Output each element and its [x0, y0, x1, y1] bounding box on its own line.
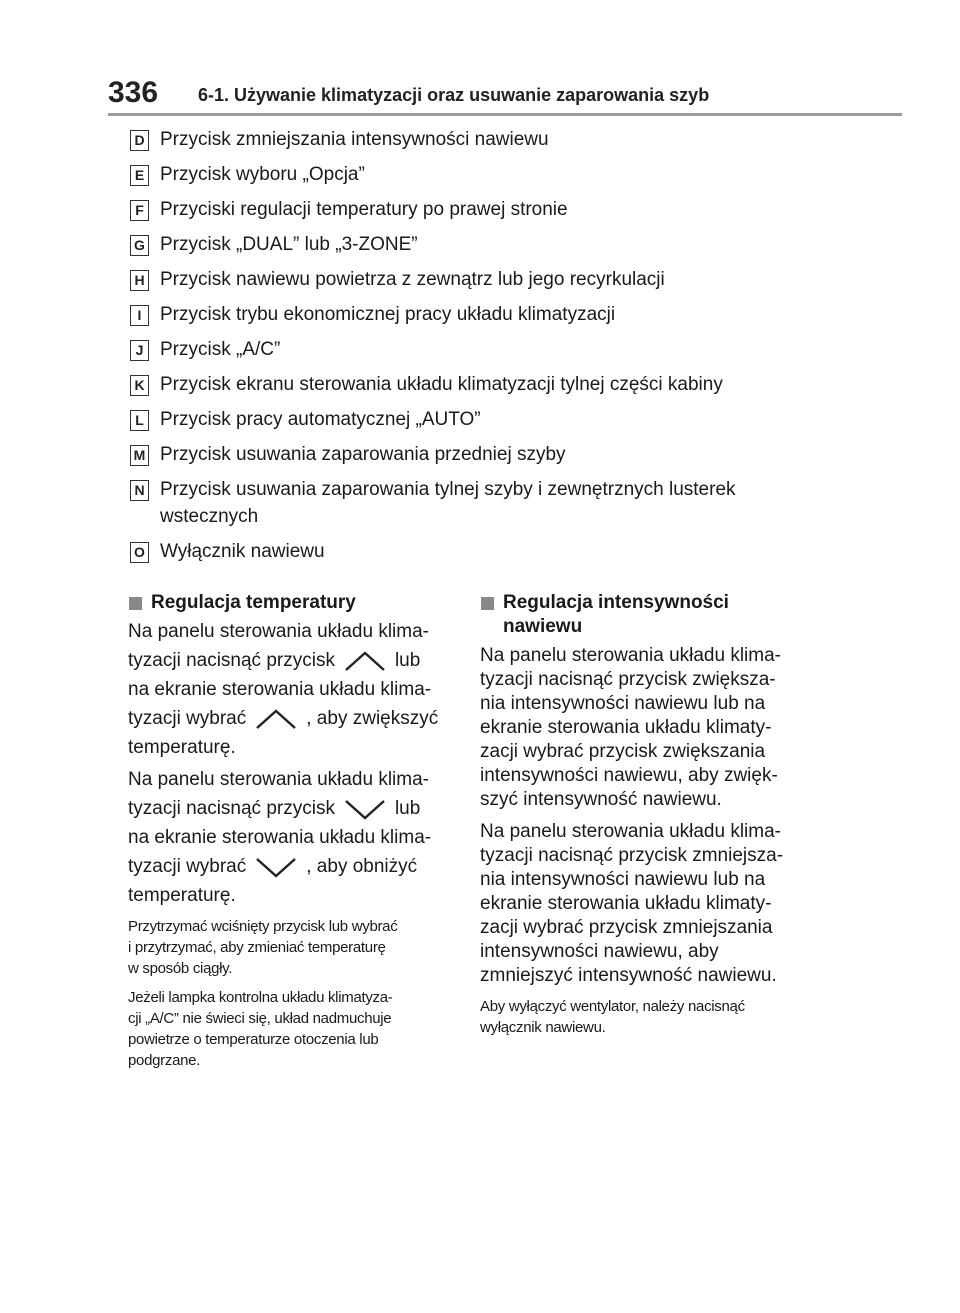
page-number: 336: [108, 76, 159, 109]
list-item: [128, 161, 908, 188]
fan-speed-heading: Regulacja intensywności nawiewu: [480, 591, 810, 639]
item-label: Przycisk usuwania zaparowania tylnej szyby i zewnętrznych lusterek: [160, 479, 736, 500]
item-letter-badge: I: [130, 305, 149, 326]
list-item: [128, 476, 908, 530]
item-label: Przycisk ekranu sterowania układu klimatyzacji tylnej części kabiny: [160, 374, 723, 395]
list-item: [128, 196, 908, 223]
item-letter-badge: E: [130, 165, 149, 186]
chevron-up-icon: [343, 649, 387, 673]
list-item: [128, 371, 908, 398]
item-label: Przycisk pracy automatycznej „AUTO”: [160, 409, 481, 430]
list-item: [128, 266, 908, 293]
chevron-down-icon: [254, 855, 298, 879]
item-label: Wyłącznik nawiewu: [160, 541, 325, 562]
item-label: Przycisk zmniejszania intensywności nawiewu: [160, 129, 549, 150]
list-item: [128, 441, 908, 468]
item-letter-badge: J: [130, 340, 149, 361]
item-label: Przycisk nawiewu powietrza z zewnątrz lub jego recyrkulacji: [160, 269, 665, 290]
item-label: Przycisk „DUAL” lub „3-ZONE”: [160, 234, 418, 255]
section-title: 6-1. Używanie klimatyzacji oraz usuwanie zaparowania szyb: [198, 85, 710, 105]
list-item: [128, 126, 908, 153]
hold-note: Przytrzymać wciśnięty przycisk lub wybrać i przytrzymać, aby zmieniać temperaturę w sposób ciągły.: [128, 918, 398, 977]
ac-indicator-note: Jeżeli lampka kontrolna układu klimatyza- cji „A/C” nie świeci się, układ nadmuchuje powietrze o temperaturze otoczenia lub podgrzane.: [128, 989, 393, 1069]
component-list: [128, 126, 908, 573]
list-item: [128, 231, 908, 258]
item-label: Przycisk trybu ekonomicznej pracy układu klimatyzacji: [160, 304, 616, 325]
page-header: [108, 76, 902, 116]
item-label: Przycisk „A/C”: [160, 339, 281, 360]
item-label: Przyciski regulacji temperatury po prawej stronie: [160, 199, 568, 220]
list-item: [128, 406, 908, 433]
item-letter-badge: F: [130, 200, 149, 221]
square-bullet-icon: [129, 597, 142, 610]
item-letter-badge: N: [130, 480, 149, 501]
list-item: [128, 301, 908, 328]
item-letter-badge: D: [130, 130, 149, 151]
item-label: Przycisk usuwania zaparowania przedniej szyby: [160, 444, 566, 465]
item-letter-badge: O: [130, 542, 149, 563]
item-label: Przycisk wyboru „Opcja”: [160, 164, 365, 185]
item-letter-badge: L: [130, 410, 149, 431]
chevron-down-icon: [343, 797, 387, 821]
item-letter-badge: M: [130, 445, 149, 466]
temperature-heading: Regulacja temperatury: [128, 591, 458, 615]
item-label: wstecznych: [160, 506, 259, 527]
item-letter-badge: H: [130, 270, 149, 291]
header-divider: [108, 113, 902, 116]
fan-off-note: Aby wyłączyć wentylator, należy nacisnąć wyłącznik nawiewu.: [480, 998, 745, 1036]
item-letter-badge: K: [130, 375, 149, 396]
temperature-decrease-paragraph: Na panelu sterowania układu klima- tyzacji nacisnąć przycisk lub na ekranie sterowania układu klima- tyzacji wybrać , aby obniżyć temperaturę.: [128, 769, 432, 906]
fan-speed-section: [480, 591, 810, 1046]
chevron-up-icon: [254, 707, 298, 731]
list-item: [128, 336, 908, 363]
list-item: [128, 538, 908, 565]
temperature-section: [128, 591, 458, 1079]
fan-decrease-paragraph: Na panelu sterowania układu klima- tyzacji nacisnąć przycisk zmniejsza- nia intensywności nawiewu lub na ekranie sterowania układu klimaty- zacji wybrać przycisk zmniejszania intensywności nawiewu, aby zmniejszyć intensywność nawiewu.: [480, 821, 784, 986]
fan-increase-paragraph: Na panelu sterowania układu klima- tyzacji nacisnąć przycisk zwiększa- nia intensywności nawiewu lub na ekranie sterowania układu klimaty- zacji wybrać przycisk zwiększania intensywności nawiewu, aby zwięk- szyć intensywność nawiewu.: [480, 645, 781, 810]
square-bullet-icon: [481, 597, 494, 610]
item-letter-badge: G: [130, 235, 149, 256]
temperature-increase-paragraph: Na panelu sterowania układu klima- tyzacji nacisnąć przycisk lub na ekranie sterowania układu klima- tyzacji wybrać , aby zwiększyć temperaturę.: [128, 621, 439, 758]
